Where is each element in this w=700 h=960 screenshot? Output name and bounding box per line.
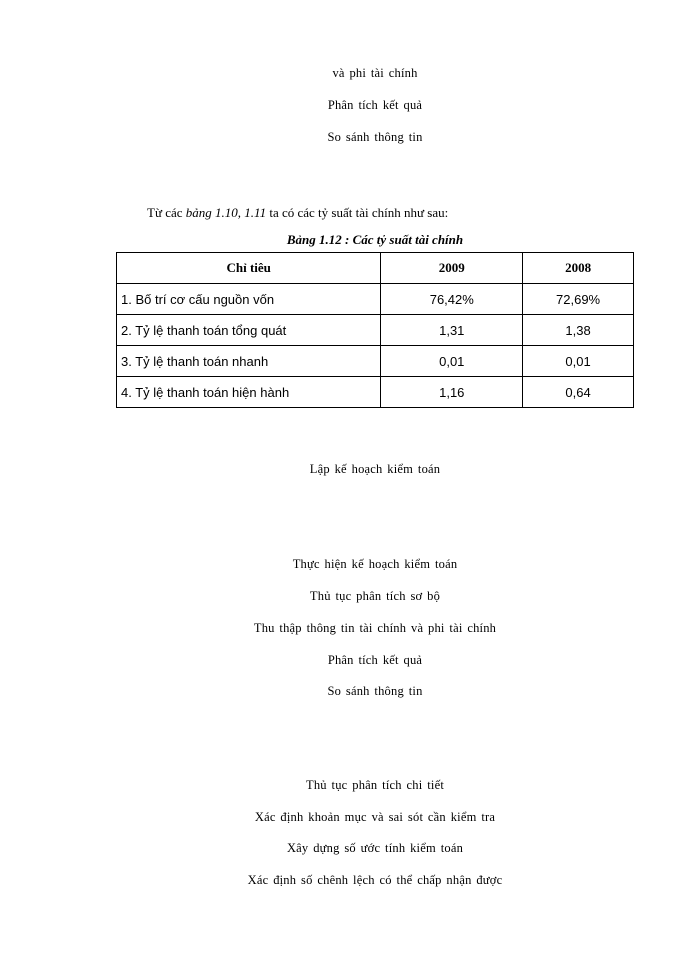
intro-before: Từ các — [147, 205, 186, 220]
row-label: 1. Bố trí cơ cấu nguồn vốn — [117, 284, 381, 315]
detailed-step-1: Xác định khoản mục và sai sót cần kiểm tra — [254, 810, 496, 824]
detailed-step-2: Xây dựng số ước tính kiểm toán — [286, 841, 464, 855]
execution-title: Thực hiện kế hoạch kiểm toán — [292, 557, 458, 571]
table-caption: Bảng 1.12 : Các tỷ suất tài chính — [286, 232, 464, 247]
planning-label: Lập kế hoạch kiểm toán — [309, 462, 441, 476]
intro-table-refs: bảng 1.10, 1.11 — [185, 205, 267, 220]
value-2008: 1,38 — [523, 315, 634, 346]
intro-after: ta có các tỷ suất tài chính như sau: — [266, 205, 449, 220]
value-2008: 72,69% — [523, 284, 634, 315]
financial-ratios-table — [116, 252, 634, 408]
row-label: 3. Tỷ lệ thanh toán nhanh — [117, 346, 381, 377]
intro-paragraph — [147, 205, 448, 221]
header-2008: 2008 — [523, 253, 634, 284]
value-2009: 0,01 — [381, 346, 523, 377]
detailed-title: Thủ tục phân tích chi tiết — [305, 778, 444, 792]
execution-step-1: Thủ tục phân tích sơ bộ — [309, 589, 441, 603]
flow-top-line-3: So sánh thông tin — [327, 130, 423, 144]
header-2009: 2009 — [381, 253, 523, 284]
value-2009: 1,31 — [381, 315, 523, 346]
detailed-step-3: Xác định số chênh lệch có thể chấp nhận được — [247, 873, 503, 887]
table-header-row — [117, 253, 634, 284]
flow-top-line-2: Phân tích kết quả — [327, 98, 423, 112]
table-row — [117, 315, 634, 346]
table-row — [117, 284, 634, 315]
value-2008: 0,01 — [523, 346, 634, 377]
value-2009: 76,42% — [381, 284, 523, 315]
row-label: 4. Tỷ lệ thanh toán hiện hành — [117, 377, 381, 408]
value-2008: 0,64 — [523, 377, 634, 408]
flow-top-line-1: và phi tài chính — [332, 66, 418, 80]
execution-step-2: Thu thập thông tin tài chính và phi tài chính — [253, 621, 497, 635]
value-2009: 1,16 — [381, 377, 523, 408]
table-row — [117, 346, 634, 377]
header-indicator: Chỉ tiêu — [117, 253, 381, 284]
execution-step-4: So sánh thông tin — [327, 684, 423, 698]
table-row — [117, 377, 634, 408]
row-label: 2. Tỷ lệ thanh toán tổng quát — [117, 315, 381, 346]
execution-step-3: Phân tích kết quả — [327, 653, 423, 667]
